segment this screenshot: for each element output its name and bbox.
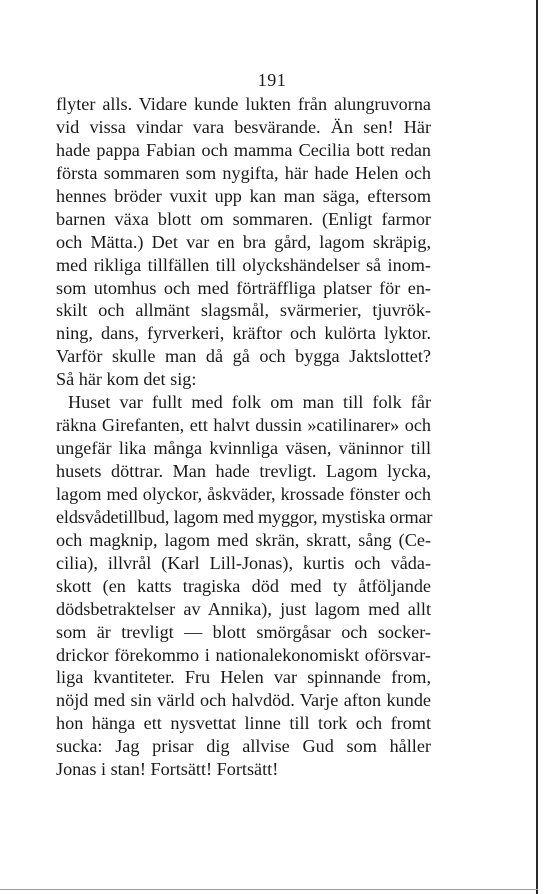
text-line: Så här kom det sig: (56, 369, 197, 390)
text-line: flyter alls. Vidare kunde lukten från alungruvorna (56, 94, 431, 114)
text-line: drickor förekommo i nationalekonomiskt oförsvar- (56, 644, 431, 665)
text-line: nöjd med sin värld och halvdöd. Varje afton kunde (56, 690, 431, 711)
text-line: lagom med olyckor, åskväder, krossade fönster och (56, 483, 431, 504)
text-line: och magknip, lagom med skrän, skratt, sång (Ce- (56, 529, 431, 550)
text-line: barnen växa blott om sommaren. (Enligt farmor (56, 208, 431, 229)
body-text (56, 93, 431, 781)
text-line: ungefär lika många kvinnliga väsen, väninnor till (56, 438, 431, 459)
text-line: Varför skulle man då gå och bygga Jaktslottet? (56, 346, 431, 367)
text-line: hon hänga ett nysvettat linne till tork och fromt (56, 713, 431, 734)
page-number: 191 (257, 70, 287, 90)
text-line: sucka: Jag prisar dig allvise Gud som håller (56, 736, 431, 757)
text-line: skilt och allmänt slagsmål, svärmerier, tjuvrök- (56, 300, 431, 321)
text-line: cilia), illvrål (Karl Lill-Jonas), kurtis och våda- (56, 552, 431, 573)
page-edge-bottom (0, 889, 538, 890)
text-line: eldsvådetillbud, lagom med myggor, mystiska ormar (56, 506, 433, 527)
page-edge-right (536, 0, 538, 894)
text-line: med rikliga tillfällen till olyckshändelser så inom- (56, 254, 431, 275)
text-line: och Mätta.) Det var en bra gård, lagom skräpig, (56, 231, 431, 252)
text-line: Huset var fullt med folk om man till folk får (68, 392, 431, 413)
text-line: ning, dans, fyrverkeri, kräftor och kulörta lyktor. (56, 323, 431, 344)
text-line: hennes bröder vuxit upp kan man säga, eftersom (56, 185, 431, 206)
text-line: liga kvantiteter. Fru Helen var spinnande from, (56, 667, 431, 688)
text-line: första sommaren som nygifta, här hade Helen och (56, 162, 431, 183)
text-line: skott (en katts tragiska död med ty åtföljande (56, 575, 431, 596)
text-line: hade pappa Fabian och mamma Cecilia bott redan (56, 139, 431, 160)
text-line: räkna Girefanten, ett halvt dussin »catilinarer» och (56, 415, 431, 436)
text-line: som utomhus och med förträffliga platser för en- (56, 277, 431, 298)
text-line: vid vissa vindar vara besvärande. Än sen! Här (56, 116, 431, 137)
text-line: dödsbetraktelser av Annika), just lagom med allt (56, 598, 431, 619)
text-line: husets döttrar. Man hade trevligt. Lagom lycka, (56, 461, 431, 481)
text-line: Jonas i stan! Fortsätt! Fortsätt! (56, 759, 279, 780)
text-line: som är trevligt — blott smörgåsar och socker- (56, 621, 431, 642)
